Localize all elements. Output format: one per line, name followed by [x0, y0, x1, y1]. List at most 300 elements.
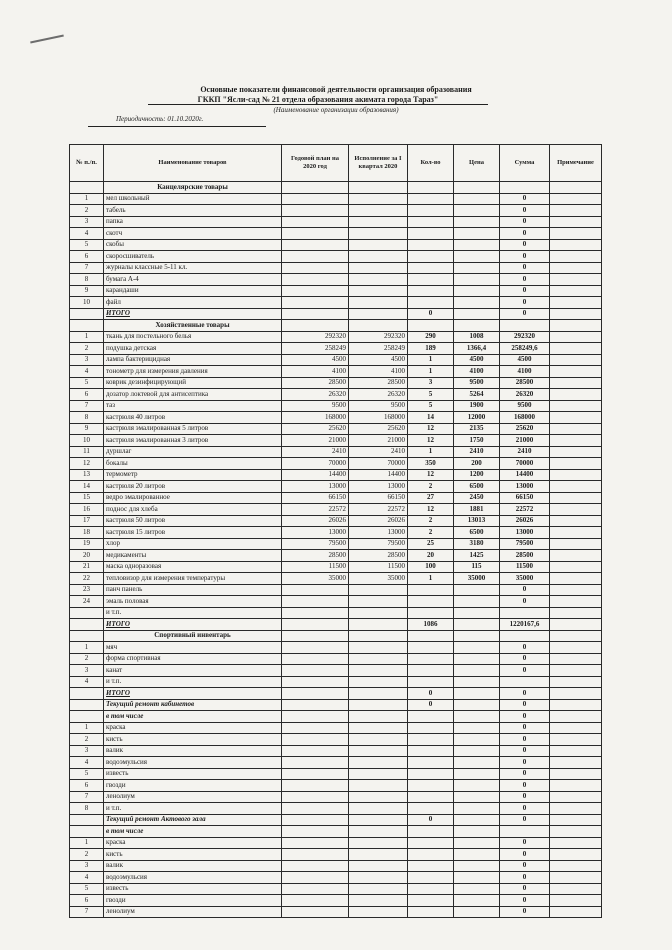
plan-value: 4500: [282, 354, 349, 366]
quantity-value: 0: [408, 814, 454, 826]
exec-value: [349, 803, 408, 815]
exec-value: [349, 711, 408, 723]
plan-value: [282, 883, 349, 895]
empty-cell: [550, 182, 602, 194]
row-number: 13: [70, 469, 104, 481]
col-header-name: Наименование товаров: [104, 145, 282, 182]
table-row: [70, 780, 602, 792]
item-name: известь: [104, 883, 282, 895]
row-number: 7: [70, 400, 104, 412]
note-value: [550, 665, 602, 677]
plan-value: [282, 239, 349, 251]
note-value: [550, 607, 602, 619]
section-header-row: [70, 320, 602, 332]
quantity-value: [408, 297, 454, 309]
price-value: [454, 711, 500, 723]
price-value: [454, 216, 500, 228]
plan-value: [282, 193, 349, 205]
exec-value: [349, 653, 408, 665]
quantity-value: 1: [408, 366, 454, 378]
plan-value: 13000: [282, 527, 349, 539]
note-value: [550, 895, 602, 907]
item-name: бумага А-4: [104, 274, 282, 286]
price-value: [454, 688, 500, 700]
sum-value: 66150: [500, 492, 550, 504]
row-number: 5: [70, 768, 104, 780]
note-value: [550, 906, 602, 918]
plan-value: [282, 688, 349, 700]
row-number: 24: [70, 596, 104, 608]
quantity-value: 5: [408, 400, 454, 412]
price-value: 6500: [454, 527, 500, 539]
empty-cell: [500, 182, 550, 194]
plan-value: [282, 251, 349, 263]
quantity-value: [408, 596, 454, 608]
sum-value: 0: [500, 768, 550, 780]
period-underline: [88, 126, 266, 127]
item-name: скотч: [104, 228, 282, 240]
quantity-value: 1: [408, 446, 454, 458]
sum-value: 0: [500, 193, 550, 205]
quantity-value: [408, 895, 454, 907]
exec-value: [349, 676, 408, 688]
row-number: [70, 826, 104, 838]
row-number: 12: [70, 458, 104, 470]
sum-value: 0: [500, 297, 550, 309]
row-number: 7: [70, 906, 104, 918]
note-value: [550, 205, 602, 217]
sum-value: 0: [500, 285, 550, 297]
sum-value: 1220167,6: [500, 619, 550, 631]
table-row: [70, 251, 602, 263]
table-row: [70, 331, 602, 343]
note-value: [550, 274, 602, 286]
exec-value: 13000: [349, 527, 408, 539]
row-number: 2: [70, 734, 104, 746]
note-value: [550, 297, 602, 309]
price-value: [454, 722, 500, 734]
price-value: [454, 653, 500, 665]
row-number: 1: [70, 837, 104, 849]
plan-value: [282, 274, 349, 286]
quantity-value: 12: [408, 423, 454, 435]
item-name: форма спортивная: [104, 653, 282, 665]
quantity-value: [408, 642, 454, 654]
exec-value: 25620: [349, 423, 408, 435]
row-number: 4: [70, 366, 104, 378]
plan-value: 70000: [282, 458, 349, 470]
price-value: [454, 734, 500, 746]
exec-value: [349, 251, 408, 263]
row-number: 14: [70, 481, 104, 493]
table-row: [70, 653, 602, 665]
item-name: ИТОГО: [104, 619, 282, 631]
price-value: [454, 596, 500, 608]
item-name: гвозди: [104, 780, 282, 792]
exec-value: 70000: [349, 458, 408, 470]
item-name: кастрюля 50 литров: [104, 515, 282, 527]
quantity-value: [408, 665, 454, 677]
table-row: [70, 285, 602, 297]
price-value: [454, 757, 500, 769]
sum-value: 26026: [500, 515, 550, 527]
plan-value: [282, 895, 349, 907]
period-label: Периодичность: 01.10.2020г.: [116, 115, 204, 123]
plan-value: 2410: [282, 446, 349, 458]
row-number: 9: [70, 423, 104, 435]
note-value: [550, 538, 602, 550]
item-name: термометр: [104, 469, 282, 481]
note-value: [550, 515, 602, 527]
item-name: кастрюля 15 литров: [104, 527, 282, 539]
quantity-value: [408, 228, 454, 240]
quantity-value: [408, 837, 454, 849]
table-row: [70, 458, 602, 470]
price-value: 1008: [454, 331, 500, 343]
financial-table: [69, 144, 602, 918]
table-row: [70, 492, 602, 504]
plan-value: [282, 906, 349, 918]
price-value: [454, 768, 500, 780]
plan-value: [282, 803, 349, 815]
col-header-num: № п./п.: [70, 145, 104, 182]
sum-value: 0: [500, 849, 550, 861]
item-name: водоэмульсия: [104, 757, 282, 769]
price-value: 1200: [454, 469, 500, 481]
table-row: [70, 400, 602, 412]
note-value: [550, 596, 602, 608]
table-header-row: [70, 145, 602, 182]
price-value: [454, 205, 500, 217]
item-name: кисть: [104, 734, 282, 746]
exec-value: [349, 297, 408, 309]
exec-value: 66150: [349, 492, 408, 504]
table-row: [70, 274, 602, 286]
col-header-note: Примечание: [550, 145, 602, 182]
table-row: [70, 837, 602, 849]
plan-value: 21000: [282, 435, 349, 447]
note-value: [550, 711, 602, 723]
row-number: 1: [70, 642, 104, 654]
plan-value: [282, 619, 349, 631]
note-value: [550, 366, 602, 378]
sum-value: 0: [500, 584, 550, 596]
row-number: 6: [70, 895, 104, 907]
table-row: [70, 573, 602, 585]
exec-value: [349, 872, 408, 884]
table-row: [70, 722, 602, 734]
table-row: [70, 423, 602, 435]
table-row: [70, 193, 602, 205]
quantity-value: [408, 722, 454, 734]
price-value: [454, 239, 500, 251]
note-value: [550, 469, 602, 481]
report-title: Основные показатели финансовой деятельности организация образования: [200, 85, 472, 94]
row-number: 3: [70, 665, 104, 677]
exec-value: [349, 895, 408, 907]
price-value: [454, 228, 500, 240]
exec-value: [349, 734, 408, 746]
price-value: [454, 745, 500, 757]
plan-value: [282, 699, 349, 711]
quantity-value: [408, 216, 454, 228]
empty-cell: [550, 630, 602, 642]
quantity-value: 2: [408, 481, 454, 493]
item-name: ИТОГО: [104, 688, 282, 700]
table-row: [70, 676, 602, 688]
sum-value: 0: [500, 274, 550, 286]
plan-value: [282, 584, 349, 596]
table-row: [70, 883, 602, 895]
row-number: 7: [70, 791, 104, 803]
quantity-value: [408, 757, 454, 769]
quantity-value: [408, 734, 454, 746]
note-value: [550, 412, 602, 424]
item-name: Текущий ремонт Актового зала: [104, 814, 282, 826]
item-name: таз: [104, 400, 282, 412]
quantity-value: [408, 653, 454, 665]
col-header-sum: Сумма: [500, 145, 550, 182]
price-value: [454, 665, 500, 677]
table-row: [70, 343, 602, 355]
exec-value: 22572: [349, 504, 408, 516]
item-name: мел школьный: [104, 193, 282, 205]
exec-value: 2410: [349, 446, 408, 458]
sum-value: 11500: [500, 561, 550, 573]
quantity-value: 14: [408, 412, 454, 424]
exec-value: [349, 688, 408, 700]
row-number: 23: [70, 584, 104, 596]
quantity-value: 3: [408, 377, 454, 389]
note-value: [550, 676, 602, 688]
empty-cell: [550, 320, 602, 332]
exec-value: [349, 757, 408, 769]
table-row: [70, 435, 602, 447]
quantity-value: [408, 239, 454, 251]
exec-value: 26320: [349, 389, 408, 401]
row-number: 21: [70, 561, 104, 573]
note-value: [550, 446, 602, 458]
table-row: [70, 803, 602, 815]
exec-value: [349, 584, 408, 596]
note-value: [550, 504, 602, 516]
item-name: тепловизор для измерения температуры: [104, 573, 282, 585]
exec-value: [349, 239, 408, 251]
subsection-row: [70, 814, 602, 826]
quantity-value: 100: [408, 561, 454, 573]
note-value: [550, 561, 602, 573]
note-value: [550, 642, 602, 654]
exec-value: [349, 745, 408, 757]
exec-value: [349, 308, 408, 320]
price-value: [454, 895, 500, 907]
exec-value: [349, 814, 408, 826]
exec-value: 9500: [349, 400, 408, 412]
price-value: 2450: [454, 492, 500, 504]
price-value: [454, 837, 500, 849]
exec-value: 11500: [349, 561, 408, 573]
price-value: 115: [454, 561, 500, 573]
item-name: лампа бактерицидная: [104, 354, 282, 366]
item-name: скоросшиватель: [104, 251, 282, 263]
price-value: 13013: [454, 515, 500, 527]
quantity-value: [408, 274, 454, 286]
item-name: ИТОГО: [104, 308, 282, 320]
col-header-price: Цена: [454, 145, 500, 182]
sum-value: 28500: [500, 550, 550, 562]
item-name: табель: [104, 205, 282, 217]
organization-caption: (Наименование организации образования): [273, 106, 399, 114]
item-name: бокалы: [104, 458, 282, 470]
row-number: 4: [70, 228, 104, 240]
row-number: 10: [70, 297, 104, 309]
plan-value: [282, 285, 349, 297]
row-number: 1: [70, 722, 104, 734]
price-value: [454, 791, 500, 803]
note-value: [550, 653, 602, 665]
sum-value: [500, 607, 550, 619]
price-value: [454, 780, 500, 792]
price-value: 1750: [454, 435, 500, 447]
row-number: 22: [70, 573, 104, 585]
section-title: Хозяйственные товары: [104, 320, 282, 332]
price-value: [454, 619, 500, 631]
quantity-value: 1: [408, 354, 454, 366]
sum-value: 0: [500, 895, 550, 907]
row-number: 10: [70, 435, 104, 447]
note-value: [550, 734, 602, 746]
item-name: кастрюля эмалированная 3 литров: [104, 435, 282, 447]
price-value: 200: [454, 458, 500, 470]
plan-value: [282, 734, 349, 746]
item-name: поднос для хлеба: [104, 504, 282, 516]
sum-value: 0: [500, 251, 550, 263]
sum-value: 26320: [500, 389, 550, 401]
item-name: ленолиум: [104, 906, 282, 918]
table-row: [70, 412, 602, 424]
row-number: 3: [70, 745, 104, 757]
sum-value: 0: [500, 653, 550, 665]
sum-value: 4500: [500, 354, 550, 366]
plan-value: 28500: [282, 377, 349, 389]
plan-value: [282, 297, 349, 309]
sum-value: 2410: [500, 446, 550, 458]
quantity-value: [408, 860, 454, 872]
exec-value: 258249: [349, 343, 408, 355]
quantity-value: 12: [408, 435, 454, 447]
table-row: [70, 389, 602, 401]
plan-value: 26320: [282, 389, 349, 401]
exec-value: [349, 791, 408, 803]
quantity-value: 1: [408, 573, 454, 585]
item-name: эмаль половая: [104, 596, 282, 608]
price-value: 1900: [454, 400, 500, 412]
plan-value: 25620: [282, 423, 349, 435]
note-value: [550, 814, 602, 826]
note-value: [550, 308, 602, 320]
quantity-value: [408, 676, 454, 688]
plan-value: [282, 642, 349, 654]
item-name: скобы: [104, 239, 282, 251]
table-row: [70, 216, 602, 228]
table-row: [70, 596, 602, 608]
price-value: [454, 642, 500, 654]
row-number: [70, 699, 104, 711]
exec-value: [349, 699, 408, 711]
exec-value: [349, 883, 408, 895]
item-name: ведро эмалированное: [104, 492, 282, 504]
price-value: [454, 274, 500, 286]
row-number: 2: [70, 849, 104, 861]
quantity-value: 0: [408, 308, 454, 320]
sum-value: 70000: [500, 458, 550, 470]
plan-value: 14400: [282, 469, 349, 481]
plan-value: 4100: [282, 366, 349, 378]
quantity-value: 1086: [408, 619, 454, 631]
exec-value: 14400: [349, 469, 408, 481]
note-value: [550, 837, 602, 849]
plan-value: 258249: [282, 343, 349, 355]
plan-value: [282, 653, 349, 665]
quantity-value: 5: [408, 389, 454, 401]
item-name: дозатор локтевой для антисептика: [104, 389, 282, 401]
quantity-value: [408, 251, 454, 263]
plan-value: 13000: [282, 481, 349, 493]
col-header-qty: Кол-во: [408, 145, 454, 182]
item-name: известь: [104, 768, 282, 780]
quantity-value: [408, 906, 454, 918]
sum-value: 258249,6: [500, 343, 550, 355]
plan-value: [282, 872, 349, 884]
exec-value: [349, 768, 408, 780]
row-number: 7: [70, 262, 104, 274]
exec-value: 168000: [349, 412, 408, 424]
exec-value: 4100: [349, 366, 408, 378]
sum-value: 13000: [500, 527, 550, 539]
quantity-value: [408, 711, 454, 723]
price-value: [454, 872, 500, 884]
sum-value: 0: [500, 688, 550, 700]
price-value: [454, 860, 500, 872]
plan-value: 28500: [282, 550, 349, 562]
exec-value: [349, 619, 408, 631]
note-value: [550, 745, 602, 757]
row-number: [70, 619, 104, 631]
sum-value: [500, 826, 550, 838]
table-row: [70, 481, 602, 493]
price-value: [454, 297, 500, 309]
quantity-value: [408, 849, 454, 861]
row-number: 3: [70, 354, 104, 366]
empty-cell: [349, 320, 408, 332]
note-value: [550, 193, 602, 205]
row-number: [70, 814, 104, 826]
row-number: 19: [70, 538, 104, 550]
sum-value: 0: [500, 216, 550, 228]
sum-value: [500, 676, 550, 688]
price-value: 1366,4: [454, 343, 500, 355]
organization-name: ГККП "Ясли-сад № 21 отдела образования акимата города Тараз": [148, 95, 488, 105]
note-value: [550, 860, 602, 872]
quantity-value: 12: [408, 504, 454, 516]
item-name: в том числе: [104, 826, 282, 838]
quantity-value: 2: [408, 515, 454, 527]
exec-value: [349, 722, 408, 734]
quantity-value: [408, 584, 454, 596]
price-value: [454, 193, 500, 205]
price-value: [454, 285, 500, 297]
row-number: 18: [70, 527, 104, 539]
